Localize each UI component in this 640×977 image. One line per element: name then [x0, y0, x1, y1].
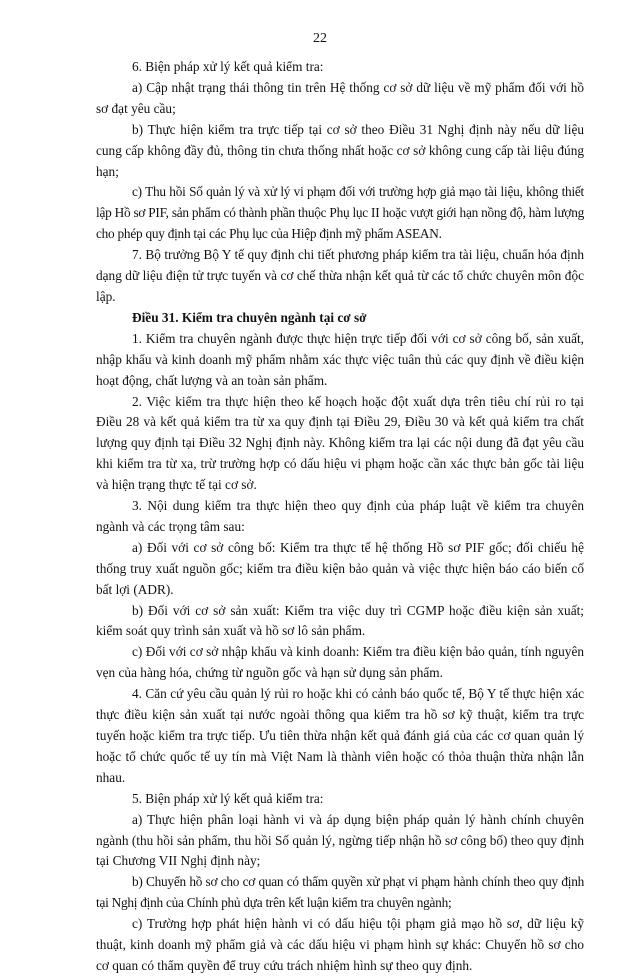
paragraph-6c: c) Thu hồi Số quản lý và xử lý vi phạm đối với trường hợp giả mạo tài liệu, không thiết lập Hồ sơ PIF, sản phẩm có thành phần thuộc Phụ lục II hoặc vượt giới hạn nồng độ, hàm lượng cho phép quy định tại các Phụ lục của Hiệp định mỹ phẩm ASEAN. [96, 184, 584, 242]
paragraph-6a: a) Cập nhật trạng thái thông tin trên Hệ thống cơ sở dữ liệu về mỹ phẩm đối với hồ sơ đạt yêu cầu; [96, 79, 584, 116]
paragraph-6b: b) Thực hiện kiểm tra trực tiếp tại cơ sở theo Điều 31 Nghị định này nếu dữ liệu cung cấp không đầy đủ, thông tin chưa thống nhất hoặc cơ sở không cung cấp tài liệu đúng hạn; [96, 121, 584, 179]
article-31-clause-1: 1. Kiểm tra chuyên ngành được thực hiện trực tiếp đối với cơ sở công bố, sản xuất, nhập khẩu và kinh doanh mỹ phẩm nhằm xác thực việc tuân thủ các quy định về điều kiện hoạt động, chất lượng và an toàn sản phẩm. [96, 330, 584, 388]
article-31-clause-3c: c) Đối với cơ sở nhập khẩu và kinh doanh: Kiểm tra điều kiện bảo quản, tính nguyên vẹn của hàng hóa, chứng từ nguồn gốc và hạn sử dụng sản phẩm. [96, 644, 584, 681]
paragraph-6-title: 6. Biện pháp xử lý kết quả kiểm tra: [132, 59, 324, 74]
article-31-heading: Điều 31. Kiểm tra chuyên ngành tại cơ sở [132, 309, 367, 325]
article-31-clause-5b: b) Chuyển hồ sơ cho cơ quan có thẩm quyền xử phạt vi phạm hành chính theo quy định tại Nghị định của Chính phủ dựa trên kết luận kiểm tra chuyên ngành; [96, 874, 584, 911]
paragraph-7: 7. Bộ trưởng Bộ Y tế quy định chi tiết phương pháp kiểm tra tài liệu, chuẩn hóa định dạng dữ liệu điện tử trực tuyến và cơ chế thừa nhận kết quả từ các tổ chức chuyên môn độc lập. [96, 247, 584, 304]
article-31-clause-5a: a) Thực hiện phân loại hành vi và áp dụng biện pháp quản lý hành chính chuyên ngành (thu hồi sản phẩm, thu hồi Số quản lý, ngừng tiếp nhận hồ sơ công bố) theo quy định tại Chương VII Nghị định này; [96, 811, 584, 869]
article-31-clause-5c: c) Trường hợp phát hiện hành vi có dấu hiệu tội phạm giả mạo hồ sơ, dữ liệu kỹ thuật, kinh doanh mỹ phẩm giả và các dấu hiệu vi phạm hình sự khác: Chuyển hồ sơ cho cơ quan có thẩm quyền để truy cứu trách nhiệm hình sự theo quy định. [96, 916, 584, 973]
article-31-clause-3b: b) Đối với cơ sở sản xuất: Kiểm tra việc duy trì CGMP hoặc điều kiện sản xuất; kiểm soát quy trình sản xuất và hồ sơ lô sản phẩm. [96, 602, 584, 639]
article-31-clause-3a: a) Đối với cơ sở công bố: Kiểm tra thực tế hệ thống Hồ sơ PIF gốc; đối chiếu hệ thống truy xuất nguồn gốc; kiểm tra điều kiện bảo quản và việc thực hiện báo cáo biến cố bất lợi (ADR). [96, 539, 584, 597]
document-body [96, 57, 584, 977]
article-31-clause-5: 5. Biện pháp xử lý kết quả kiểm tra: [132, 790, 324, 806]
article-31-clause-2: 2. Việc kiểm tra thực hiện theo kế hoạch hoặc đột xuất dựa trên tiêu chí rủi ro tại Điều 28 và kết quả kiểm tra từ xa quy định tại Điều 29, Điều 30 và kết quả kiểm tra chất lượng quy định tại Điều 32 Nghị định này. Không kiểm tra lại các nội dung đã đạt yêu cầu khi kiểm tra từ xa, trừ trường hợp có dấu hiệu vi phạm hoặc cần xác thực bản gốc tài liệu và hiện trạng thực tế tại cơ sở. [96, 393, 584, 493]
article-31-clause-3: 3. Nội dung kiểm tra thực hiện theo quy định của pháp luật về kiểm tra chuyên ngành và các trọng tâm sau: [96, 498, 584, 534]
article-31-clause-4: 4. Căn cứ yêu cầu quản lý rủi ro hoặc khi có cảnh báo quốc tế, Bộ Y tế thực hiện xác thực điều kiện sản xuất tại nước ngoài thông qua kiểm tra hồ sơ kỹ thuật, kiểm tra trực tuyến hoặc kiểm tra trực tiếp. Ưu tiên thừa nhận kết quả đánh giá của các cơ quan quản lý hoặc tổ chức quốc tế uy tín mà Việt Nam là thành viên hoặc có thỏa thuận thừa nhận lẫn nhau. [96, 686, 584, 785]
page-number: 22 [313, 31, 327, 46]
